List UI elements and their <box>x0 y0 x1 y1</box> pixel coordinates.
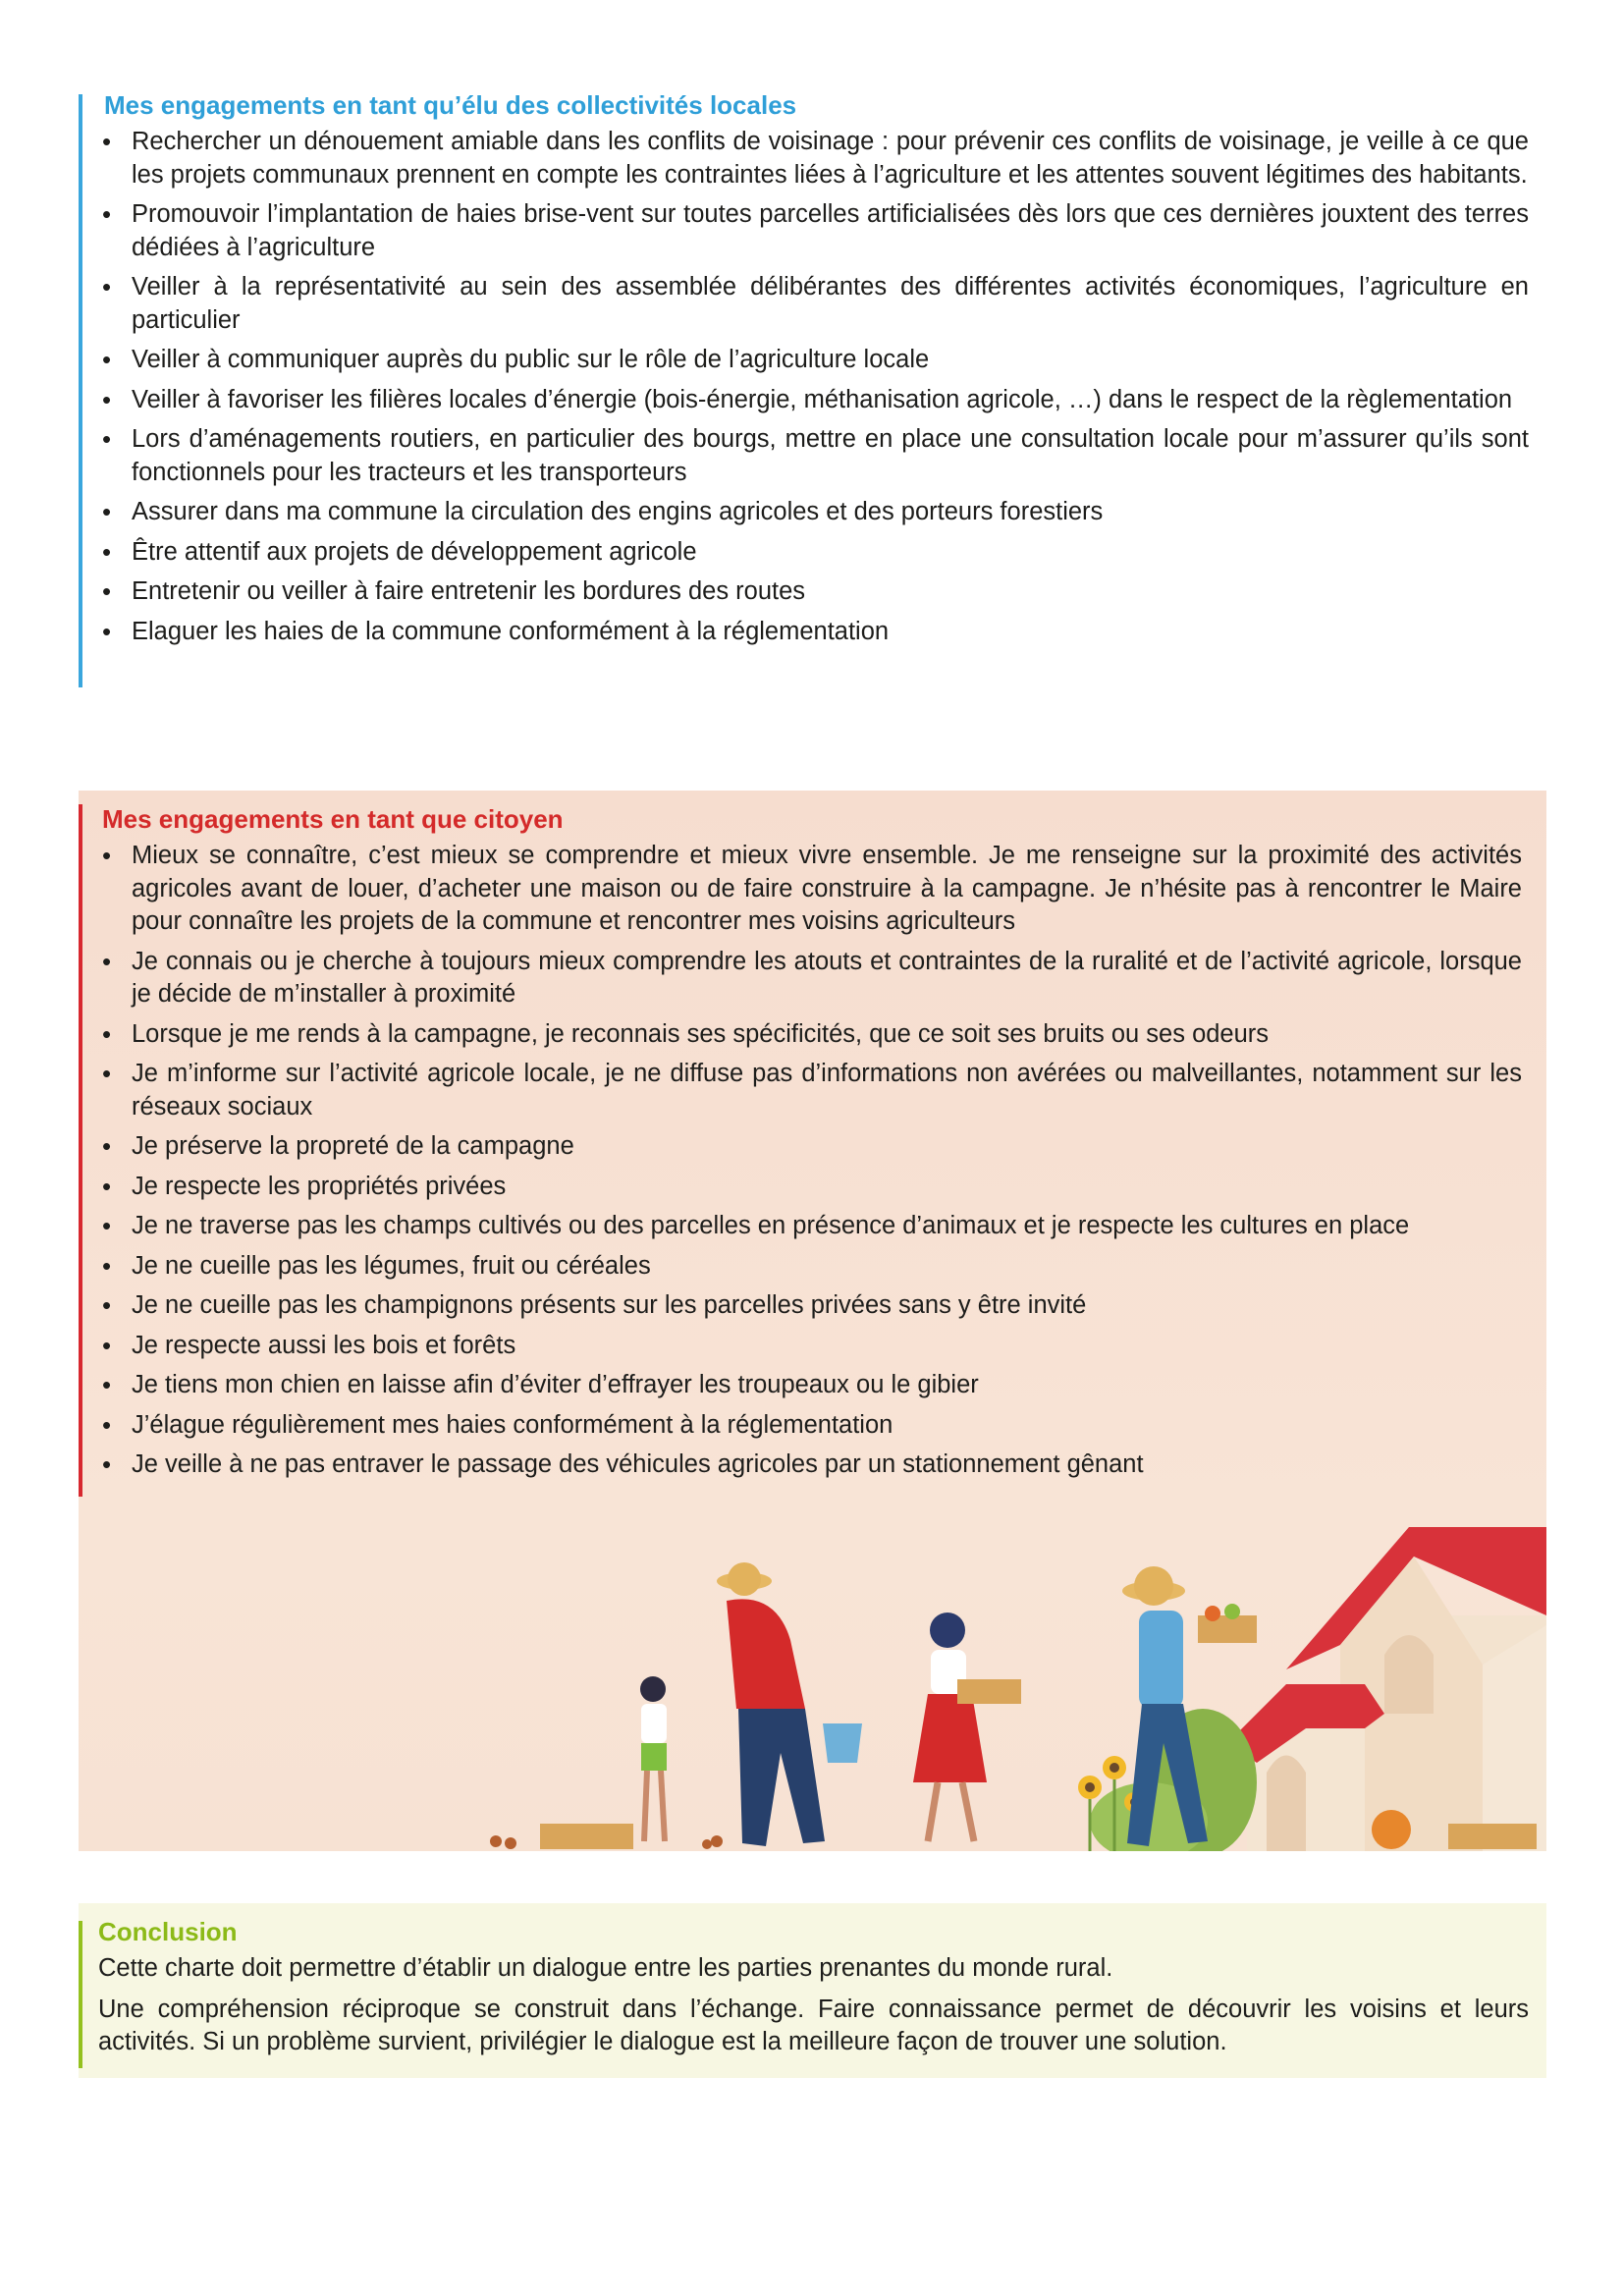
list-item-text: Je respecte aussi les bois et forêts <box>132 1331 516 1359</box>
bullet-icon: • <box>102 1059 112 1088</box>
list-item-text: Elaguer les haies de la commune conformément à la réglementation <box>132 617 890 645</box>
list-item <box>98 1409 1522 1443</box>
list-item-text: Je ne cueille pas les légumes, fruit ou céréales <box>132 1251 651 1280</box>
bullet-icon: • <box>102 424 112 454</box>
bullet-icon: • <box>102 576 112 606</box>
list-item-text: Promouvoir l’implantation de haies brise-vent sur toutes parcelles artificialisées dès lors que ces dernières jouxtent des terres dédiées à l’agriculture <box>132 200 1529 261</box>
bullet-icon: • <box>102 345 112 374</box>
man-illustration <box>717 1562 862 1846</box>
bullet-icon: • <box>102 1330 112 1360</box>
section-title: Mes engagements en tant que citoyen <box>102 804 564 834</box>
pumpkin-illustration <box>1372 1810 1411 1849</box>
list-item-text: Être attentif aux projets de développement agricole <box>132 537 697 566</box>
list-item-text: J’élague régulièrement mes haies conformément à la réglementation <box>132 1410 893 1439</box>
list-item <box>98 126 1529 191</box>
list-item <box>98 344 1529 377</box>
section-citoyen <box>79 791 1546 1851</box>
list-item-text: Je préserve la propreté de la campagne <box>132 1132 574 1160</box>
child-illustration <box>640 1676 667 1841</box>
list-item-text: Veiller à la représentativité au sein des assemblée délibérantes des différentes activités économiques, l’agriculture en particulier <box>132 273 1529 334</box>
list-item-text: Je connais ou je cherche à toujours mieux comprendre les atouts et contraintes de la ruralité et de l’activité agricole, lorsque je décide de m’installer à proximité <box>132 947 1522 1008</box>
bullet-icon: • <box>102 1171 112 1201</box>
list-item <box>98 1058 1522 1123</box>
list-item <box>98 536 1529 570</box>
list-item <box>98 1018 1522 1052</box>
list-item-text: Je veille à ne pas entraver le passage des véhicules agricoles par un stationnement gênant <box>132 1450 1144 1478</box>
section-accent-bar <box>79 804 82 1497</box>
bullet-icon: • <box>102 946 112 976</box>
list-item-text: Je m’informe sur l’activité agricole locale, je ne diffuse pas d’informations non avérées ou malveillantes, notamment sur les réseaux sociaux <box>132 1060 1522 1121</box>
bullet-icon: • <box>102 199 112 229</box>
list-item <box>98 384 1529 417</box>
list-item-text: Je ne traverse pas les champs cultivés ou des parcelles en présence d’animaux et je respecte les cultures en place <box>132 1212 1410 1239</box>
list-item-text: Veiller à favoriser les filières locales d’énergie (bois-énergie, méthanisation agricole, …) dans le respect de la règlementation <box>132 385 1513 413</box>
list-item <box>98 496 1529 529</box>
section-elu <box>81 88 1529 655</box>
list-item <box>98 1449 1522 1482</box>
list-item <box>98 198 1529 264</box>
bullet-icon: • <box>102 1250 112 1281</box>
bullet-icon: • <box>102 497 112 526</box>
crate-illustration <box>1448 1824 1537 1849</box>
rural-illustration <box>79 1517 1546 1851</box>
section-title: Conclusion <box>98 1917 238 1946</box>
section-conclusion <box>79 1903 1546 2078</box>
bullet-icon: • <box>102 616 112 646</box>
bullet-icon: • <box>102 1018 112 1049</box>
bullet-icon: • <box>102 127 112 156</box>
list-item-text: Entretenir ou veiller à faire entretenir les bordures des routes <box>132 577 806 605</box>
bullet-icon: • <box>102 1211 112 1240</box>
list-item-text: Veiller à communiquer auprès du public sur le rôle de l’agriculture locale <box>132 346 930 373</box>
bullet-icon: • <box>102 841 112 870</box>
conclusion-paragraph: Une compréhension réciproque se construit dans l’échange. Faire connaissance permet de découvrir les voisins et leurs activités. Si un problème survient, privilégier le dialogue est la meilleure façon de trouver une solution. <box>98 1995 1529 2055</box>
list-item-text: Assurer dans ma commune la circulation des engins agricoles et des porteurs forestiers <box>132 498 1104 525</box>
bullet-icon: • <box>102 1290 112 1320</box>
bullet-icon: • <box>102 1131 112 1161</box>
section-accent-bar <box>79 94 82 687</box>
list-item-text: Rechercher un dénouement amiable dans les conflits de voisinage : pour prévenir ces conflits de voisinage, je veille à ce que les projets communaux prennent en compte les contraintes liées à l’agriculture et les attentes souvent légitimes des habitants. <box>132 128 1529 189</box>
commitment-list <box>79 840 1522 1482</box>
crate-illustration <box>540 1824 633 1849</box>
section-title: Mes engagements en tant qu’élu des collectivités locales <box>104 90 797 120</box>
list-item <box>98 1250 1522 1284</box>
bullet-icon: • <box>102 1449 112 1479</box>
woman-illustration <box>913 1613 1021 1841</box>
list-item-text: Je ne cueille pas les champignons présents sur les parcelles privées sans y être invité <box>132 1291 1087 1319</box>
list-item <box>98 1330 1522 1363</box>
list-item <box>98 616 1529 649</box>
conclusion-paragraph: Cette charte doit permettre d’établir un dialogue entre les parties prenantes du monde rural. <box>98 1954 1113 1982</box>
list-item <box>98 1289 1522 1323</box>
commitment-list <box>81 126 1529 648</box>
bullet-icon: • <box>102 536 112 567</box>
bullet-icon: • <box>102 272 112 301</box>
bullet-icon: • <box>102 1409 112 1440</box>
list-item-text: Je respecte les propriétés privées <box>132 1172 507 1200</box>
list-item <box>98 1130 1522 1164</box>
list-item-text: Mieux se connaître, c’est mieux se comprendre et mieux vivre ensemble. Je me renseigne sur la proximité des activités agricoles avant de louer, d’acheter une maison ou de faire construire à la campagne. Je n’hésite pas à rencontrer le Maire pour connaître les projets de la commune et rencontrer mes voisins agriculteurs <box>132 842 1522 935</box>
list-item <box>98 840 1522 939</box>
list-item-text: Lors d’aménagements routiers, en particulier des bourgs, mettre en place une consultation locale pour m’assurer qu’ils sont fonctionnels pour les tracteurs et les transporteurs <box>132 425 1529 486</box>
list-item <box>98 423 1529 489</box>
list-item <box>98 1171 1522 1204</box>
list-item <box>98 1369 1522 1402</box>
list-item <box>98 575 1529 609</box>
bullet-icon: • <box>102 384 112 414</box>
list-item-text: Je tiens mon chien en laisse afin d’éviter d’effrayer les troupeaux ou le gibier <box>132 1371 979 1398</box>
list-item <box>98 271 1529 337</box>
list-item <box>98 946 1522 1011</box>
section-accent-bar <box>79 1921 82 2068</box>
bullet-icon: • <box>102 1370 112 1399</box>
list-item-text: Lorsque je me rends à la campagne, je reconnais ses spécificités, que ce soit ses bruits ou ses odeurs <box>132 1019 1270 1048</box>
list-item <box>98 1210 1522 1243</box>
